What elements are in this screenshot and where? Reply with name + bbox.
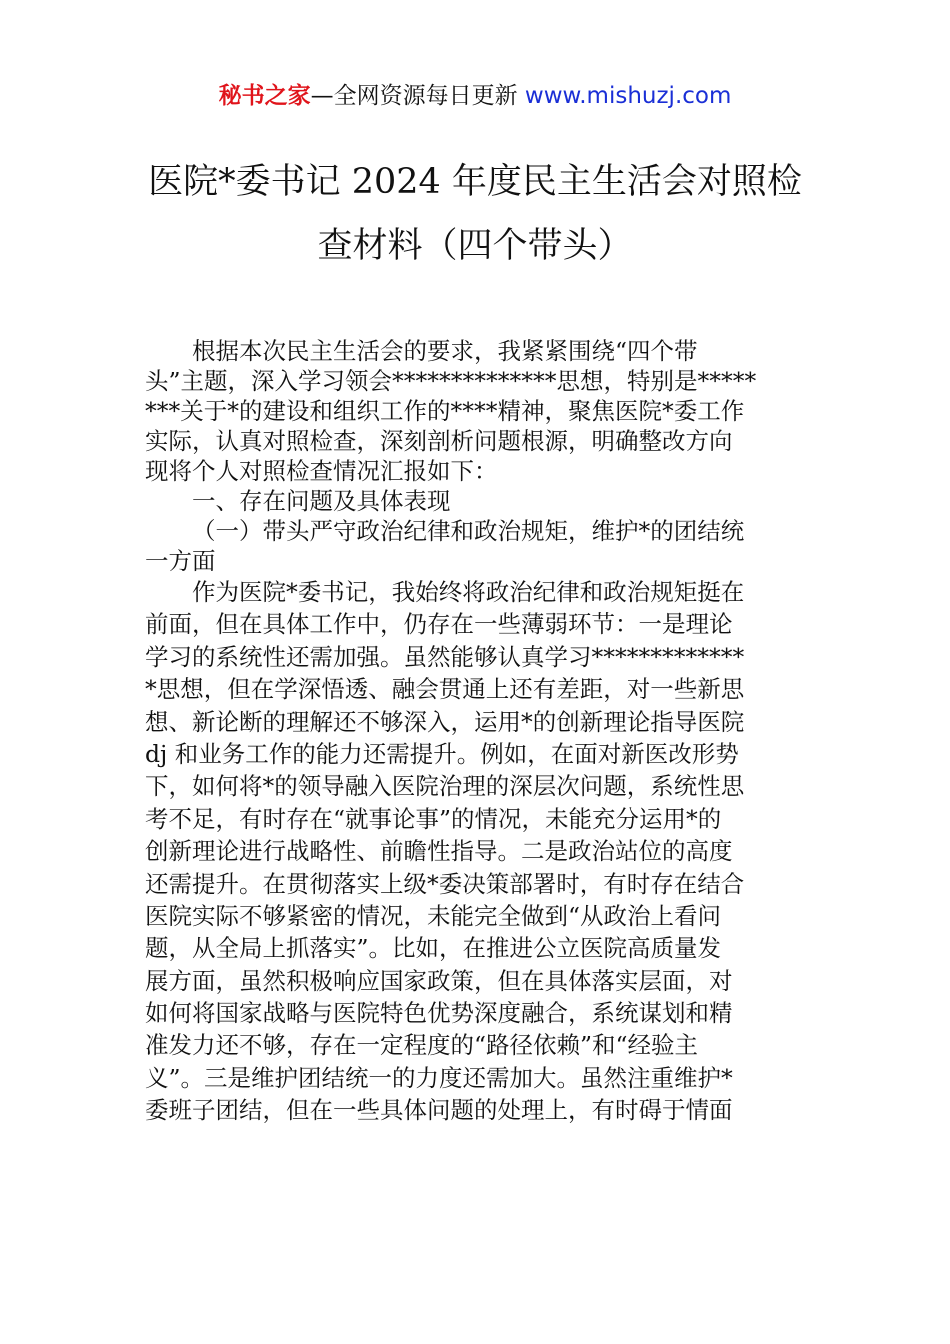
text-line: 创新理论进行战略性、前瞻性指导。二是政治站位的高度	[145, 837, 733, 866]
subsection-heading	[145, 516, 810, 576]
text-line: 医院实际不够紧密的情况，未能完全做到“从政治上看问	[145, 901, 722, 930]
text-line: 一方面	[145, 547, 216, 575]
text-line: 学习的系统性还需加强。虽然能够认真学习*************	[145, 642, 745, 671]
site-url[interactable]: www.mishuzj.com	[524, 83, 732, 109]
text-line: （一）带头严守政治纪律和政治规矩，维护*的团结统	[192, 517, 745, 545]
site-tagline: —全网资源每日更新	[310, 83, 525, 109]
text-line: 下，如何将*的领导融入医院治理的深层次问题，系统性思	[145, 772, 745, 801]
text-line: 义”。三是维护团结统一的力度还需加大。虽然注重维护*	[145, 1063, 733, 1092]
intro-paragraph	[145, 336, 810, 486]
document-title	[100, 150, 850, 278]
body-paragraph	[145, 576, 810, 1127]
text-line: dj 和业务工作的能力还需提升。例如，在面对新医改形势	[145, 739, 739, 768]
text-line: 作为医院*委书记，我始终将政治纪律和政治规矩挺在	[192, 578, 745, 606]
text-line: 实际，认真对照检查，深刻剖析问题根源，明确整改方向	[145, 427, 733, 455]
text-line: 想、新论断的理解还不够深入，运用*的创新理论指导医院	[145, 707, 745, 736]
text-line: *思想，但在学深悟透、融会贯通上还有差距，对一些新思	[145, 675, 745, 704]
text-line: 如何将国家战略与医院特色优势深度融合，系统谋划和精	[145, 999, 733, 1028]
text-line: 还需提升。在贯彻落实上级*委决策部署时，有时存在结合	[145, 869, 745, 898]
text-line: 头”主题，深入学习领会**************思想，特别是*****	[145, 367, 757, 395]
section-heading	[145, 486, 810, 516]
text-line: 题，从全局上抓落实”。比如，在推进公立医院高质量发	[145, 934, 722, 963]
document-body	[145, 336, 810, 1127]
text-line: 展方面，虽然积极响应国家政策，但在具体落实层面，对	[145, 966, 733, 995]
text-line: ***关于*的建设和组织工作的****精神，聚焦医院*委工作	[145, 397, 745, 425]
title-line: 查材料（四个带头）	[317, 226, 633, 266]
text-line: 根据本次民主生活会的要求，我紧紧围绕“四个带	[192, 337, 698, 365]
site-brand: 秘书之家	[218, 83, 311, 109]
text-line: 委班子团结，但在一些具体问题的处理上，有时碍于情面	[145, 1096, 733, 1125]
text-line: 准发力还不够，存在一定程度的“路径依赖”和“经验主	[145, 1031, 699, 1060]
text-line: 现将个人对照检查情况汇报如下：	[145, 457, 498, 485]
title-line: 医院*委书记 2024 年度民主生活会对照检	[148, 162, 802, 202]
text-line: 一、存在问题及具体表现	[192, 487, 451, 515]
text-line: 考不足，有时存在“就事论事”的情况，未能充分运用*的	[145, 804, 722, 833]
text-line: 前面，但在具体工作中，仍存在一些薄弱环节：一是理论	[145, 610, 733, 639]
site-header	[0, 80, 950, 112]
